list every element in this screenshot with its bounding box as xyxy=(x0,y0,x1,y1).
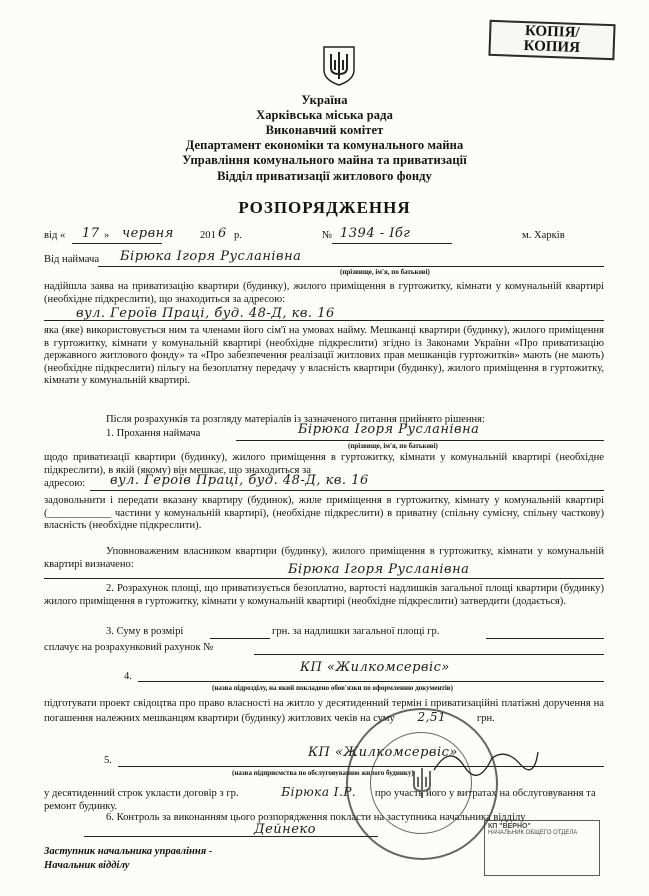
paragraph-transfer: задовольнити і передати вказану квартиру (будинок), жиле приміщення в гуртожитку, кімнату у комунальній квартирі (____________ частини у комунальній квартирі), (необхідне підкреслити) в приватну (спільну сумісну, спільну часткову) власність (необхідне підкреслити). xyxy=(44,495,604,532)
footer-position-2: Начальник відділу xyxy=(44,860,130,871)
certificate-sum: 2,51 xyxy=(417,709,447,724)
item1-label: 1. Прохання наймача xyxy=(106,428,201,439)
paragraph-certificate xyxy=(44,698,604,725)
address-label: адресою: xyxy=(44,478,86,489)
contract-text-end: про участь його у витратах на обслуговування та ремонт будинку. xyxy=(44,788,596,812)
year-prefix: 201 xyxy=(200,230,216,241)
item4-label: 4. xyxy=(124,671,132,682)
copy-stamp-line2: КОПИЯ xyxy=(523,38,581,56)
address-handwritten: вул. Героїв Праці, буд. 48-Д, кв. 16 xyxy=(76,306,335,321)
department-stamp-line2: НАЧАЛЬНИК ОБЩЕГО ОТДЕЛА xyxy=(488,830,578,836)
year-digit: 6 xyxy=(218,226,227,241)
contract-party: Бірюка І.Р. xyxy=(281,785,357,799)
round-seal xyxy=(346,708,498,860)
header-committee: Виконавчий комітет xyxy=(265,123,384,137)
copy-stamp xyxy=(488,20,615,60)
date-month: червня xyxy=(122,226,174,241)
year-suffix: р. xyxy=(234,230,242,241)
item1-name: Бірюка Ігоря Русланівна xyxy=(298,422,480,437)
item3-account-label: сплачує на розрахунковий рахунок № xyxy=(44,642,214,653)
item5-hint: (назва підприємства по обслуговуванню жилого будинку) xyxy=(232,769,414,777)
item2-calculation: 2. Розрахунок площі, що приватизується безоплатно, вартості надлишків загальної площі квартири (будинку) жилого приміщення в гуртожитку, кімнати у комунальній квартирі (необхідне підкреслити) затвердити (додається). xyxy=(44,583,604,607)
item3-sum-label: 3. Суму в розмірі xyxy=(106,626,184,637)
date-prefix: від « xyxy=(44,230,66,241)
item1-hint: (прізвище, ім'я, по батькові) xyxy=(348,442,438,450)
tenant-hint: (прізвище, ім'я, по батькові) xyxy=(340,268,430,276)
header-country: Україна xyxy=(301,93,348,107)
header-council: Харківська міська рада xyxy=(256,108,393,122)
header-department: Департамент економіки та комунального майна xyxy=(185,138,464,152)
document-title: РОЗПОРЯДЖЕННЯ xyxy=(238,198,411,217)
department-stamp-line1: КП "ВЕРНО" xyxy=(488,823,531,830)
date-day: 17 xyxy=(82,226,100,241)
city: м. Харків xyxy=(522,230,565,241)
paragraph-application: надійшла заява на приватизацію квартири (будинку), жилого приміщення в гуртожитку, кімнати у комунальній квартирі (необхідне підкреслити), що знаходиться за адресою: xyxy=(44,281,604,305)
contract-text-start: у десятиденний строк укласти договір з гр. xyxy=(44,788,239,799)
item6-control: 6. Контроль за виконанням цього розпорядження покласти на заступника начальника відділу xyxy=(106,812,526,823)
item6-responsible: Дейнеко xyxy=(254,822,316,837)
item4-hint: (назва підрозділу, на який покладено обов'язки по оформленню документів) xyxy=(212,684,453,692)
order-number: 1394 - Ібг xyxy=(340,226,411,241)
item4-organization: КП «Жилкомсервіс» xyxy=(300,660,450,675)
coat-of-arms-icon xyxy=(322,44,356,86)
date-sep: » xyxy=(104,230,110,241)
paragraph-certificate-text: підготувати проект свідоцтва про право власності на житло у десятиденний термін і приватизаційні платіжні доручення на погашення належних мешканцям квартири (будинку) житлових чеків на суму xyxy=(44,698,604,724)
paragraph-decision: Після розрахунків та розгляду матеріалів із зазначеного питання прийнято рішення: xyxy=(106,414,485,425)
department-stamp xyxy=(484,820,600,876)
certificate-currency: грн. xyxy=(476,712,495,724)
item3-excess-label: грн. за надлишки загальної площі гр. xyxy=(272,626,440,637)
tenant-name: Бірюка Ігоря Русланівна xyxy=(120,249,302,264)
item5-organization: КП «Жилкомсервіс» xyxy=(308,745,458,760)
date-line xyxy=(44,226,604,244)
paragraph-contract xyxy=(44,786,604,813)
tenant-label: Від наймача xyxy=(44,254,100,265)
owner-handwritten: Бірюка Ігоря Русланівна xyxy=(288,562,470,577)
paragraph-tenants-rights: яка (яке) використовується ним та членами його сім'ї на умовах найму. Мешканці квартири (будинку), жилого приміщення в гуртожитку, кімнати у комунальній квартирі (необхідне підкреслити) згідно із Законами України «Про приватизацію державного житлового фонду» та «Про забезпечення реалізації житлових прав мешканців гуртожитків» мають (не мають) (необхідне підкреслити) пільгу на безоплатну передачу у власність квартири (будинку), жилого приміщення в гуртожитку, кімнати у комунальній квартирі. xyxy=(44,325,604,387)
copy-stamp-line1: КОПІЯ/ xyxy=(524,23,580,41)
paragraph-privatization: щодо приватизації квартири (будинку), жилого приміщення в гуртожитку, кімнати у комунальній квартирі (необхідне підкреслити), в якій (якому) він мешкає, що знаходиться за xyxy=(44,452,604,476)
address-handwritten-2: вул. Героїв Праці, буд. 48-Д, кв. 16 xyxy=(110,473,369,488)
paragraph-owner: Уповноваженим власником квартири (будинку), жилого приміщення в гуртожитку, кімнати у комунальній квартирі визначено: xyxy=(44,546,604,570)
number-prefix: № xyxy=(322,230,333,241)
item5-label: 5. xyxy=(104,755,112,766)
footer-position-1: Заступник начальника управління - xyxy=(44,846,213,857)
signature-icon xyxy=(430,740,540,780)
header-management: Управління комунального майна та приватизації xyxy=(182,153,467,167)
header-division: Відділ приватизації житлового фонду xyxy=(217,169,432,183)
